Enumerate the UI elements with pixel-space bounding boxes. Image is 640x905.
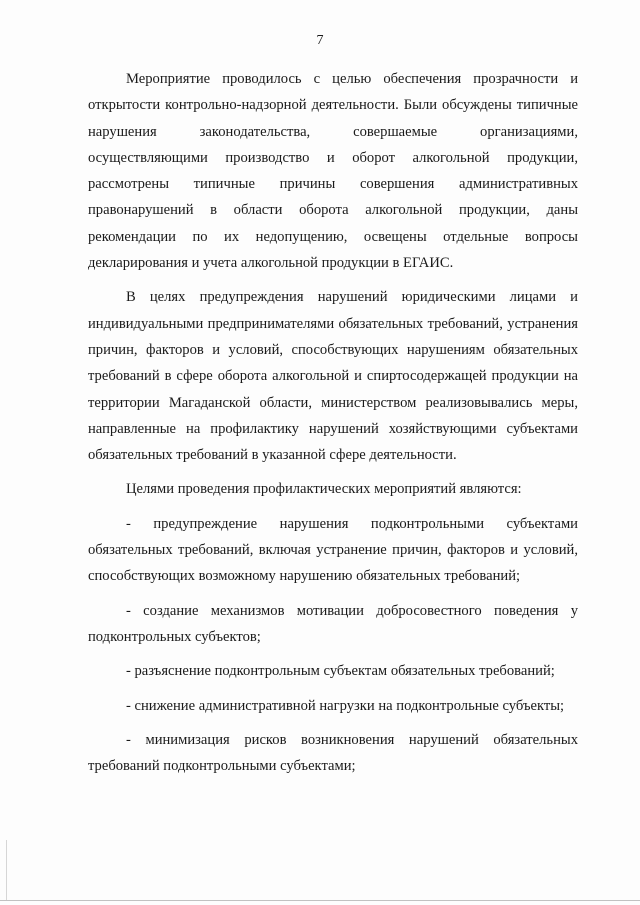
document-body: [88, 66, 578, 779]
scan-edge-mark: [6, 840, 7, 900]
list-item-prevent-violations: - предупреждение нарушения подконтрольными субъектами обязательных требований, включая устранение причин, факторов и условий, способствующих возможному нарушению обязательных требований;: [88, 515, 578, 585]
paragraph-prevention-measures: В целях предупреждения нарушений юридическими лицами и индивидуальными предпринимателями обязательных требований, устранения причин, факторов и условий, способствующих нарушениям обязательных требований в сфере оборота алкогольной и спиртосодержащей продукции на территории Магаданской области, министерством реализовывались меры, направленные на профилактику нарушений хозяйствующими субъектами обязательных требований в указанной сфере деятельности.: [88, 289, 578, 464]
list-item-clarification: - разъяснение подконтрольным субъектам обязательных требований;: [126, 663, 555, 680]
scan-bottom-edge: [0, 900, 640, 901]
paragraph-event-purpose: Мероприятие проводилось с целью обеспечения прозрачности и открытости контрольно-надзорной деятельности. Были обсуждены типичные нарушения законодательства, совершаемые организациями, осуществляющими производство и оборот алкогольной продукции, рассмотрены типичные причины совершения административных правонарушений в области оборота алкогольной продукции, даны рекомендации по их недопущению, освещены отдельные вопросы декларирования и учета алкогольной продукции в ЕГАИС.: [88, 71, 578, 272]
list-item-reduce-burden: - снижение административной нагрузки на подконтрольные субъекты;: [126, 697, 565, 714]
paragraph-goals-heading: Целями проведения профилактических мероприятий являются:: [126, 481, 522, 498]
page-number: 7: [316, 33, 324, 48]
list-item-motivation-mechanisms: - создание механизмов мотивации добросовестного поведения у подконтрольных субъектов;: [88, 602, 578, 645]
list-item-minimize-risks: - минимизация рисков возникновения нарушений обязательных требований подконтрольными субъектами;: [88, 731, 578, 775]
